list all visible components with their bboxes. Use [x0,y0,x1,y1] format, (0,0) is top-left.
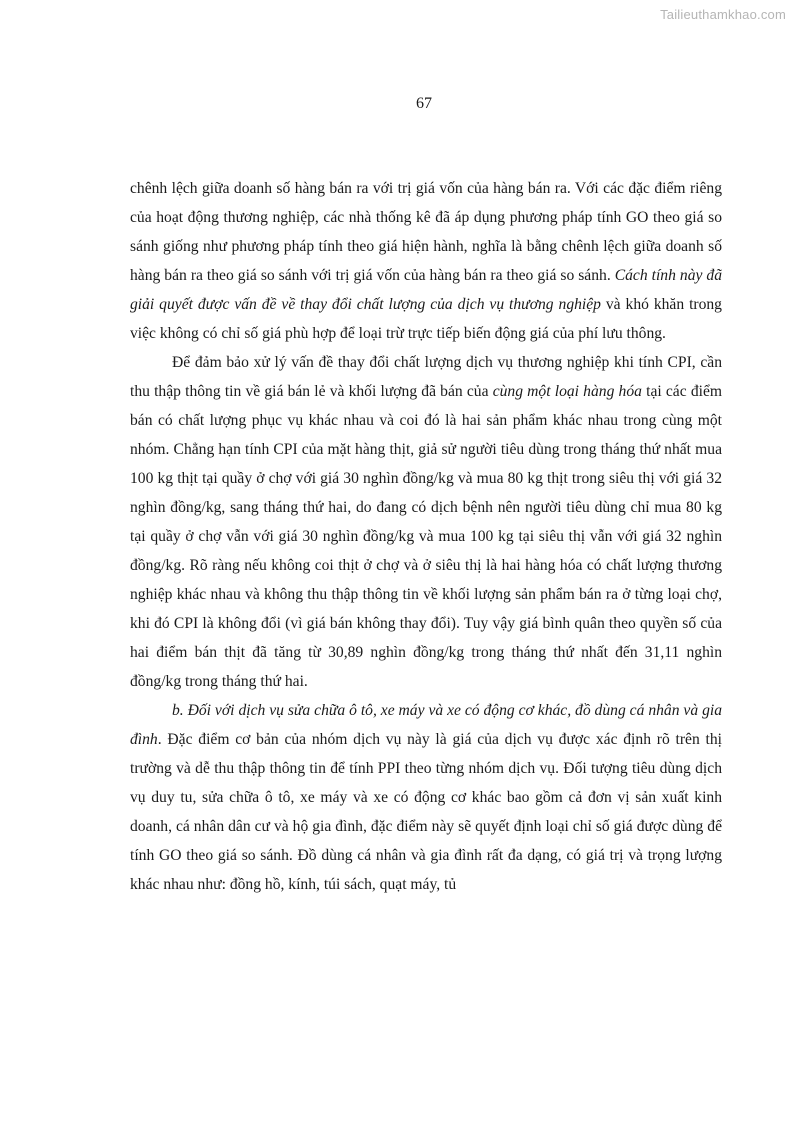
paragraph-3 [130,696,722,899]
paragraph-1-text: chênh lệch giữa doanh số hàng bán ra với trị giá vốn của hàng bán ra. Với các đặc điểm riêng của hoạt động thương nghiệp, các nhà thống kê đã áp dụng phương pháp tính GO theo giá so sánh giống như phương pháp tính theo giá hiện hành, nghĩa là bằng chênh lệch giữa doanh số hàng bán ra theo giá so sánh với trị giá vốn của hàng bán ra theo giá so sánh. [130,180,722,284]
paragraph-2-text: Để đảm bảo xử lý vấn đề thay đổi chất lượng dịch vụ thương nghiệp khi tính CPI, cần thu thập thông tin về giá bán lẻ và khối lượng đã bán của [130,354,722,400]
paragraph-1 [130,174,722,348]
paragraph-2-text-end: tại các điểm bán có chất lượng phục vụ khác nhau và coi đó là hai sản phẩm khác nhau trong cùng một nhóm. Chẳng hạn tính CPI của mặt hàng thịt, giả sử người tiêu dùng trong tháng thứ nhất mua 100 kg thịt tại quầy ở chợ với giá 30 nghìn đồng/kg và mua 80 kg thịt trong siêu thị với giá 32 nghìn đồng/kg, sang tháng thứ hai, do đang có dịch bệnh nên người tiêu dùng chỉ mua 80 kg tại quầy ở chợ vẫn với giá 30 nghìn đồng/kg và mua 100 kg tại siêu thị vẫn với giá 32 nghìn đồng/kg. Rõ ràng nếu không coi thịt ở chợ và ở siêu thị là hai hàng hóa có chất lượng thương nghiệp khác nhau và không thu thập thông tin về khối lượng sản phẩm bán ra ở từng loại chợ, khi đó CPI là không đổi (vì giá bán không thay đổi). Tuy vậy giá bình quân theo quyền số của hai điểm bán thịt đã tăng từ 30,89 nghìn đồng/kg trong tháng thứ nhất đến 31,11 nghìn đồng/kg trong tháng thứ hai. [130,383,722,690]
watermark-text: Tailieuthamkhao.com [660,7,786,22]
paragraph-2-emphasis: cùng một loại hàng hóa [492,383,642,400]
page-number: 67 [416,95,432,112]
paragraph-3-text: . Đặc điểm cơ bản của nhóm dịch vụ này là giá của dịch vụ được xác định rõ trên thị trường và dễ thu thập thông tin để tính PPI theo từng nhóm dịch vụ. Đối tượng tiêu dùng dịch vụ duy tu, sửa chữa ô tô, xe máy và xe có động cơ khác bao gồm cả đơn vị sản xuất kinh doanh, cá nhân dân cư và hộ gia đình, đặc điểm này sẽ quyết định loại chỉ số giá được dùng để tính GO theo giá so sánh. Đồ dùng cá nhân và gia đình rất đa dạng, có giá trị và trọng lượng khác nhau như: đồng hồ, kính, túi sách, quạt máy, tủ [130,731,722,893]
paragraph-1-emphasis: Cách tính này đã giải quyết được vấn đề về thay đổi chất lượng của dịch vụ thương nghiệp [130,267,723,313]
section-heading-b: b. Đối với dịch vụ sửa chữa ô tô, xe máy và xe có động cơ khác, đồ dùng cá nhân và gia đình [130,702,722,748]
paragraph-1-text-end: và khó khăn trong việc không có chỉ số giá phù hợp để loại trừ trực tiếp biến động giá của phí lưu thông. [130,296,722,342]
document-body [130,174,722,899]
paragraph-2 [130,348,722,696]
